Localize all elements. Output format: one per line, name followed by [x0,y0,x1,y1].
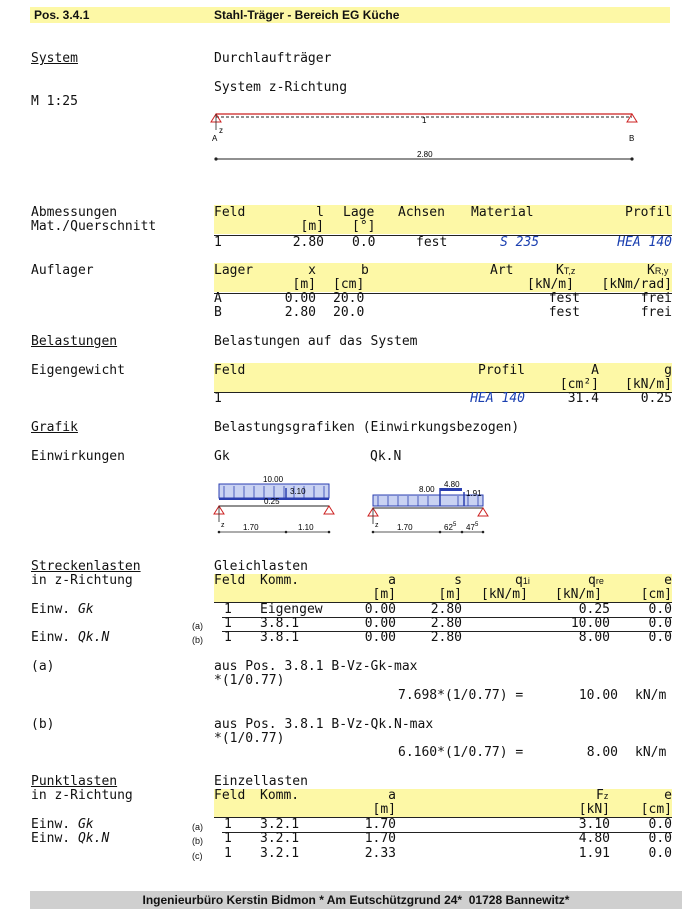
cell-feld: 1 [224,831,232,846]
cell-komm: 3.8.1 [260,616,300,631]
punkt-einw-gk: Einw. Gk [31,817,94,832]
note-a-line1: aus Pos. 3.8.1 B-Vz-Gk-max [214,659,418,674]
punkt-direction: in z-Richtung [31,788,133,803]
system-diagram [205,108,650,170]
unit-knmrad: [kNm/rad] [601,277,672,292]
cell-a: 0.00 [364,616,396,631]
unit-cm2: [cm²] [559,377,599,392]
cell-komm: 3.8.1 [260,630,300,645]
unit-knm: [kN/m] [481,587,528,602]
col-a: a [388,788,396,803]
unit-cm: [cm] [640,802,672,817]
col-e: e [664,788,672,803]
eigengewicht-label: Eigengewicht [31,363,125,378]
cell-qre: 0.25 [578,602,610,617]
section-belastungen-label: Belastungen [31,334,118,349]
auflager-label: Auflager [31,263,94,278]
col-profil: Profil [625,205,672,220]
cell-s: 2.80 [430,630,462,645]
cell-b: 20.0 [333,305,365,320]
col-lage: Lage [343,205,375,220]
axis-z-label: z [219,126,223,135]
cell-a: 0.00 [364,630,396,645]
cell-a: 2.33 [364,846,396,861]
belastungen-value: Belastungen auf das System [214,334,418,349]
einwirkungen-label: Einwirkungen [31,449,125,464]
system-subtitle: System z-Richtung [214,80,348,95]
col-s: s [454,573,462,588]
einw-qk-label: Einw. Qk.N [31,630,110,645]
unit-deg: [°] [352,219,376,234]
unit-knm: [kN/m] [625,377,672,392]
cell-feld: 1 [224,817,232,832]
col-material: Material [471,205,534,220]
punkt-einw-qk: Einw. Qk.N [31,831,110,846]
svg-text:1.70: 1.70 [397,523,413,532]
section-strecken-label: Streckenlasten [31,559,141,574]
unit-m: [m] [372,587,396,602]
cell-qre: 10.00 [570,616,610,631]
strecken-type: Gleichlasten [214,559,308,574]
cell-fz: 4.80 [578,831,610,846]
unit-m: [m] [292,277,316,292]
section-grafik-label: Grafik [31,420,78,435]
gk-label: Gk [214,449,230,464]
cell-x: 2.80 [284,305,316,320]
col-a: a [388,573,396,588]
scale-label: M 1:25 [31,94,78,109]
system-type: Durchlaufträger [214,51,332,66]
svg-text:62: 62 [444,523,453,532]
cell-e: 0.0 [648,630,672,645]
cell-lager-a: A [214,291,222,306]
svg-text:10.00: 10.00 [263,475,284,484]
col-achsen: Achsen [398,205,445,220]
col-g: g [664,363,672,378]
col-q1i: q1i [515,573,530,588]
row-tag: (c) [192,851,203,861]
cell-profil: HEA 140 [617,235,672,250]
unit-cm: [cm] [333,277,365,292]
querschnitt-label: Mat./Querschnitt [31,219,157,234]
unit-knm: [kN/m] [527,277,574,292]
span-number: 1 [422,116,427,125]
col-qre: qre [588,573,604,588]
note-b-line2: *(1/0.77) [214,731,285,746]
qk-label: Qk.N [370,449,402,464]
abmessungen-label: Abmessungen [31,205,118,220]
cell-a: 1.70 [364,817,396,832]
section-system-label: System [31,51,78,66]
qk-load-diagram [364,478,492,540]
cell-b: 20.0 [333,291,365,306]
cell-profil: HEA 140 [470,391,525,406]
svg-text:4.80: 4.80 [444,480,460,489]
col-feld: Feld [214,205,246,220]
cell-feld: 1 [224,846,232,861]
col-e: e [664,573,672,588]
cell-s: 2.80 [430,602,462,617]
cell-a: 0.00 [364,602,396,617]
cell-komm: 3.2.1 [260,831,300,846]
cell-g: 0.25 [640,391,672,406]
position-number: Pos. 3.4.1 [34,8,90,22]
unit-knm: [kN/m] [555,587,602,602]
einw-gk-label: Einw. Gk [31,602,94,617]
cell-feld: 1 [224,602,232,617]
col-b: b [361,263,369,278]
support-a-label: A [212,134,218,143]
note-a-line2: *(1/0.77) [214,673,285,688]
cell-material: S 235 [500,235,540,250]
cell-lage: 0.0 [352,235,376,250]
cell-kry: frei [640,305,672,320]
col-ktz: KT,z [556,263,576,278]
col-komm: Komm. [260,788,300,803]
cell-feld: 1 [214,235,222,250]
col-feld: Feld [214,363,246,378]
gk-load-diagram [210,474,338,540]
col-feld: Feld [214,788,246,803]
footer-text: Ingenieurbüro Kerstin Bidmon * Am Eutschützgrund 24* 01728 Bannewitz* [142,893,570,907]
cell-x: 0.00 [284,291,316,306]
svg-text:3.10: 3.10 [290,487,306,496]
support-b-label: B [629,134,635,143]
svg-text:1.10: 1.10 [298,523,314,532]
cell-e: 0.0 [648,831,672,846]
svg-text:5: 5 [475,522,479,528]
row-tag: (a) [192,822,203,832]
cell-e: 0.0 [648,602,672,617]
punkt-type: Einzellasten [214,774,308,789]
svg-text:1.70: 1.70 [243,523,259,532]
col-fz: Fz [596,788,609,803]
cell-a: 1.70 [364,831,396,846]
row-tag: (b) [192,635,203,645]
note-b-line1: aus Pos. 3.8.1 B-Vz-Qk.N-max [214,717,434,732]
col-profil: Profil [478,363,525,378]
col-lager: Lager [214,263,254,278]
strecken-direction: in z-Richtung [31,573,133,588]
grafik-value: Belastungsgrafiken (Einwirkungsbezogen) [214,420,520,435]
cell-feld: 1 [214,391,222,406]
col-l: l [316,205,324,220]
note-b-tag: (b) [31,717,55,732]
cell-komm: 3.2.1 [260,817,300,832]
cell-ktz: fest [548,291,580,306]
cell-s: 2.80 [430,616,462,631]
unit-m: [m] [372,802,396,817]
cell-fz: 3.10 [578,817,610,832]
page-title: Stahl-Träger - Bereich EG Küche [214,8,400,22]
cell-komm: 3.2.1 [260,846,300,861]
note-a-result: 10.00 [578,688,618,703]
support-b-icon [627,114,637,122]
svg-text:47: 47 [466,523,475,532]
cell-e: 0.0 [648,817,672,832]
col-x: x [308,263,316,278]
cell-e: 0.0 [648,846,672,861]
note-a-calc: 7.698*(1/0.77) = [398,688,524,703]
cell-l: 2.80 [292,235,324,250]
section-punkt-label: Punktlasten [31,774,118,789]
cell-ktz: fest [548,305,580,320]
unit-kn: [kN] [578,802,610,817]
svg-text:z: z [221,522,225,529]
svg-text:1.91: 1.91 [466,489,482,498]
cell-a: 31.4 [567,391,599,406]
col-feld: Feld [214,573,246,588]
unit-m: [m] [300,219,324,234]
col-art: Art [490,263,514,278]
cell-lager-b: B [214,305,222,320]
note-b-result: 8.00 [586,745,618,760]
row-tag: (b) [192,836,203,846]
svg-text:z: z [375,522,379,529]
col-a: A [591,363,599,378]
svg-text:0.25: 0.25 [264,497,280,506]
svg-text:5: 5 [453,522,457,528]
cell-feld: 1 [224,630,232,645]
cell-achsen: fest [416,235,448,250]
svg-text:8.00: 8.00 [419,485,435,494]
cell-kry: frei [640,291,672,306]
col-kry: KR,y [647,263,669,278]
span-length: 2.80 [417,150,433,159]
cell-komm: Eigengew [260,602,323,617]
col-komm: Komm. [260,573,300,588]
note-a-tag: (a) [31,659,55,674]
note-b-unit: kN/m [635,745,667,760]
cell-e: 0.0 [648,616,672,631]
note-b-calc: 6.160*(1/0.77) = [398,745,524,760]
cell-feld: 1 [224,616,232,631]
unit-m: [m] [438,587,462,602]
cell-qre: 8.00 [578,630,610,645]
note-a-unit: kN/m [635,688,667,703]
cell-fz: 1.91 [578,846,610,861]
row-tag: (a) [192,621,203,631]
unit-cm: [cm] [640,587,672,602]
